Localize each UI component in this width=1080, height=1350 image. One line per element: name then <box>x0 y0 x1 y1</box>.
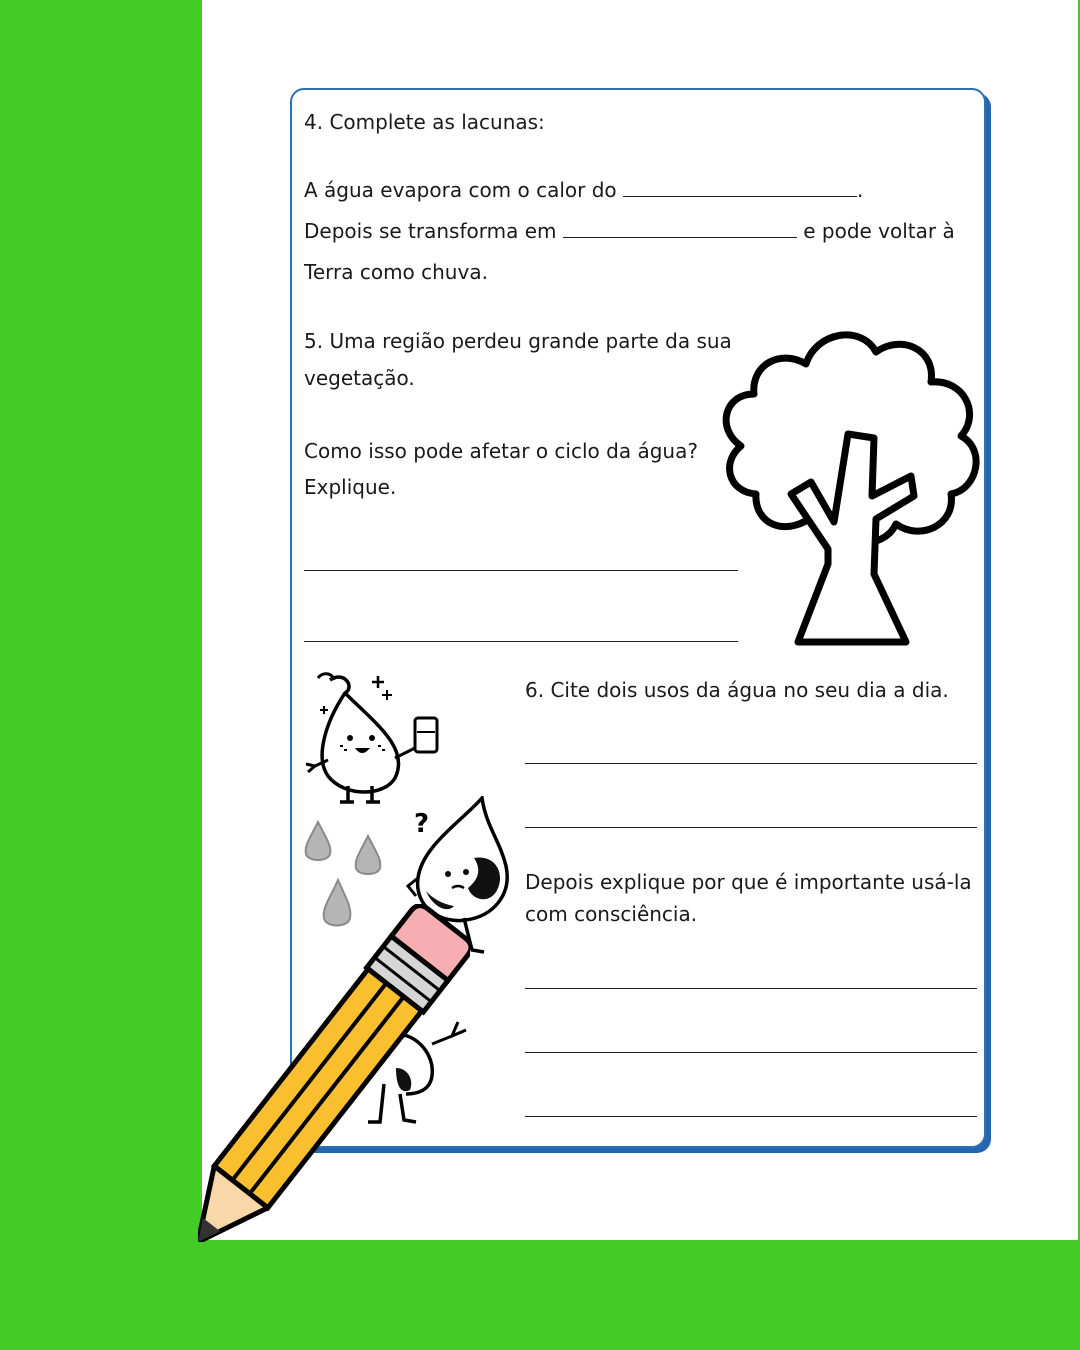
q5-line4: Explique. <box>304 475 397 499</box>
q6-line3: com consciência. <box>525 902 698 926</box>
q4-line1: A água evapora com o calor do . <box>304 172 863 208</box>
q5-answer-line-1[interactable] <box>304 570 738 571</box>
q4-line2: Depois se transforma em e pode voltar à <box>304 213 955 249</box>
q6-answer-line-1[interactable] <box>525 763 977 764</box>
q6-answer-line-5[interactable] <box>525 1116 977 1117</box>
q4-blank-2[interactable] <box>563 215 797 238</box>
q6-answer-line-2[interactable] <box>525 827 977 828</box>
svg-text:?: ? <box>414 809 430 839</box>
q4-blank-1[interactable] <box>623 174 857 197</box>
q5-answer-line-2[interactable] <box>304 641 738 642</box>
q5-line1: 5. Uma região perdeu grande parte da sua <box>304 329 732 353</box>
q5-line2: vegetação. <box>304 366 415 390</box>
q5-line3: Como isso pode afetar o ciclo da água? <box>304 439 698 463</box>
q4-title: 4. Complete as lacunas: <box>304 110 545 134</box>
pencil-icon <box>198 904 470 1242</box>
q6-line2: Depois explique por que é importante usá-la <box>525 870 972 894</box>
q6-answer-line-3[interactable] <box>525 988 977 989</box>
q4-line3: Terra como chuva. <box>304 260 488 284</box>
water-drop-character-icon <box>300 668 450 808</box>
tree-icon <box>716 324 986 654</box>
q6-title: 6. Cite dois usos da água no seu dia a dia. <box>525 678 949 702</box>
q6-answer-line-4[interactable] <box>525 1052 977 1053</box>
